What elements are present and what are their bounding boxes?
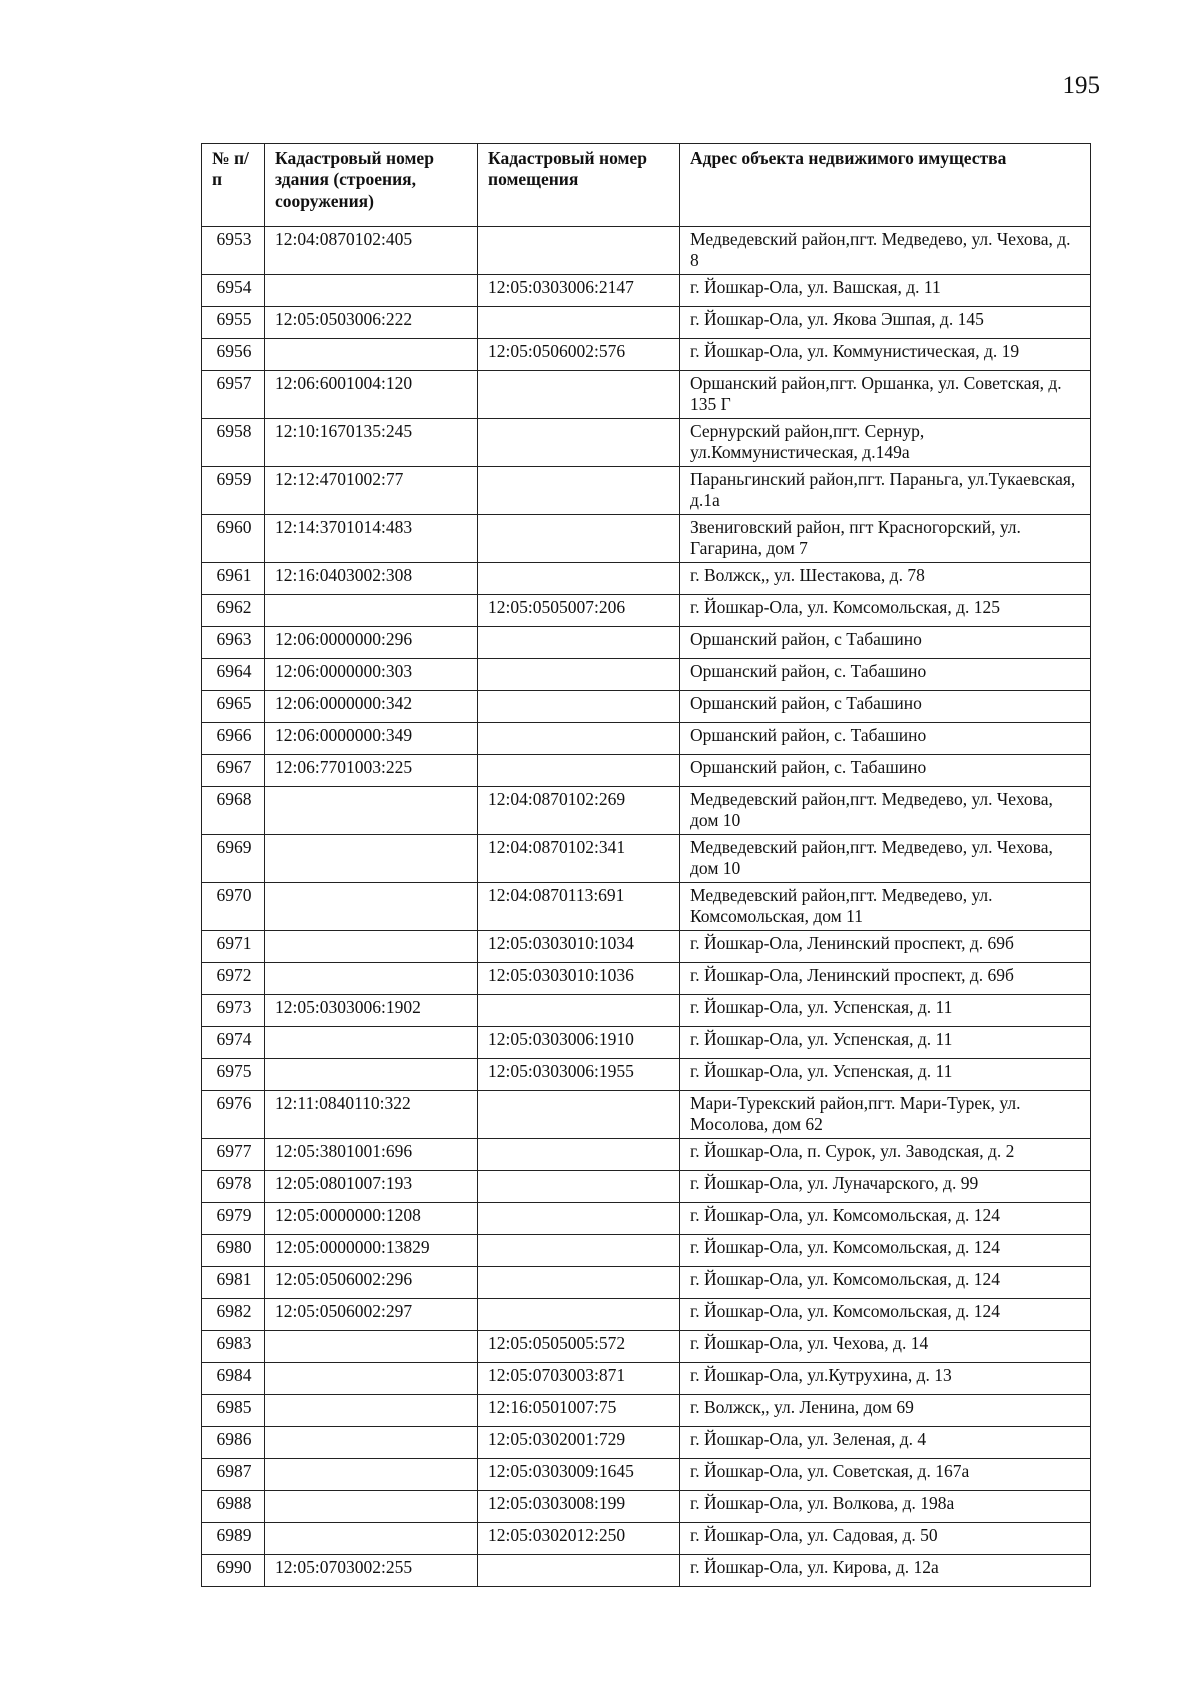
cell-row-number: 6987	[202, 1459, 265, 1491]
cell-building-cadastral-number: 12:05:3801001:696	[265, 1139, 478, 1171]
table-row	[202, 1427, 1091, 1459]
cell-building-cadastral-number	[265, 1363, 478, 1395]
cell-room-cadastral-number	[478, 515, 680, 563]
cell-row-number: 6982	[202, 1299, 265, 1331]
cell-address: г. Йошкар-Ола, ул. Комсомольская, д. 124	[680, 1203, 1091, 1235]
cell-address: Медведевский район,пгт. Медведево, ул. Чехова, д. 8	[680, 227, 1091, 275]
table-row	[202, 227, 1091, 275]
cell-building-cadastral-number: 12:05:0503006:222	[265, 307, 478, 339]
cell-row-number: 6983	[202, 1331, 265, 1363]
cell-row-number: 6974	[202, 1027, 265, 1059]
cell-room-cadastral-number: 12:04:0870102:269	[478, 787, 680, 835]
cell-address: г. Йошкар-Ола, Ленинский проспект, д. 69б	[680, 931, 1091, 963]
header-room-cadastral-number: Кадастровый номер помещения	[478, 144, 680, 227]
cell-building-cadastral-number: 12:05:0506002:297	[265, 1299, 478, 1331]
cell-address: Медведевский район,пгт. Медведево, ул. Чехова, дом 10	[680, 787, 1091, 835]
cell-address: г. Йошкар-Ола, ул. Кирова, д. 12а	[680, 1555, 1091, 1587]
cell-row-number: 6962	[202, 595, 265, 627]
table-row	[202, 1491, 1091, 1523]
cell-row-number: 6979	[202, 1203, 265, 1235]
cell-room-cadastral-number	[478, 1267, 680, 1299]
cell-row-number: 6985	[202, 1395, 265, 1427]
cell-room-cadastral-number	[478, 1555, 680, 1587]
cell-row-number: 6972	[202, 963, 265, 995]
cell-building-cadastral-number	[265, 1427, 478, 1459]
cell-row-number: 6967	[202, 755, 265, 787]
cell-address: Медведевский район,пгт. Медведево, ул. Комсомольская, дом 11	[680, 883, 1091, 931]
cell-room-cadastral-number	[478, 1299, 680, 1331]
property-registry-table	[201, 143, 1091, 1587]
cell-address: Параньгинский район,пгт. Параньга, ул.Тукаевская, д.1а	[680, 467, 1091, 515]
cell-building-cadastral-number	[265, 275, 478, 307]
table-row	[202, 1267, 1091, 1299]
cell-row-number: 6954	[202, 275, 265, 307]
cell-address: г. Волжск,, ул. Шестакова, д. 78	[680, 563, 1091, 595]
table-row	[202, 995, 1091, 1027]
table-row	[202, 1139, 1091, 1171]
table-row	[202, 371, 1091, 419]
cell-row-number: 6973	[202, 995, 265, 1027]
table-row	[202, 1459, 1091, 1491]
cell-building-cadastral-number: 12:05:0303006:1902	[265, 995, 478, 1027]
cell-building-cadastral-number: 12:05:0000000:1208	[265, 1203, 478, 1235]
cell-building-cadastral-number: 12:06:0000000:342	[265, 691, 478, 723]
cell-room-cadastral-number	[478, 227, 680, 275]
cell-address: г. Йошкар-Ола, Ленинский проспект, д. 69б	[680, 963, 1091, 995]
cell-building-cadastral-number	[265, 339, 478, 371]
table-row	[202, 339, 1091, 371]
cell-building-cadastral-number: 12:06:0000000:349	[265, 723, 478, 755]
cell-address: г. Йошкар-Ола, ул. Якова Эшпая, д. 145	[680, 307, 1091, 339]
cell-room-cadastral-number	[478, 691, 680, 723]
table-row	[202, 563, 1091, 595]
cell-address: г. Йошкар-Ола, ул. Успенская, д. 11	[680, 995, 1091, 1027]
cell-row-number: 6981	[202, 1267, 265, 1299]
cell-row-number: 6986	[202, 1427, 265, 1459]
table-row	[202, 275, 1091, 307]
cell-address: Оршанский район, с Табашино	[680, 691, 1091, 723]
cell-building-cadastral-number: 12:06:0000000:303	[265, 659, 478, 691]
cell-room-cadastral-number: 12:04:0870102:341	[478, 835, 680, 883]
cell-address: Оршанский район, с Табашино	[680, 627, 1091, 659]
cell-row-number: 6959	[202, 467, 265, 515]
cell-room-cadastral-number: 12:05:0303006:1910	[478, 1027, 680, 1059]
cell-building-cadastral-number: 12:05:0506002:296	[265, 1267, 478, 1299]
table-row	[202, 1059, 1091, 1091]
cell-address: г. Йошкар-Ола, ул. Советская, д. 167а	[680, 1459, 1091, 1491]
cell-building-cadastral-number: 12:14:3701014:483	[265, 515, 478, 563]
cell-address: г. Йошкар-Ола, ул. Коммунистическая, д. 19	[680, 339, 1091, 371]
table-header	[202, 144, 1091, 227]
table-row	[202, 627, 1091, 659]
cell-address: Оршанский район, с. Табашино	[680, 723, 1091, 755]
cell-row-number: 6953	[202, 227, 265, 275]
cell-room-cadastral-number: 12:05:0506002:576	[478, 339, 680, 371]
cell-row-number: 6958	[202, 419, 265, 467]
table-row	[202, 835, 1091, 883]
cell-building-cadastral-number: 12:04:0870102:405	[265, 227, 478, 275]
cell-address: г. Йошкар-Ола, ул. Садовая, д. 50	[680, 1523, 1091, 1555]
cell-row-number: 6990	[202, 1555, 265, 1587]
cell-row-number: 6977	[202, 1139, 265, 1171]
table-row	[202, 1171, 1091, 1203]
cell-building-cadastral-number	[265, 1027, 478, 1059]
table-row	[202, 787, 1091, 835]
table-row	[202, 691, 1091, 723]
table-row	[202, 883, 1091, 931]
cell-room-cadastral-number: 12:05:0302012:250	[478, 1523, 680, 1555]
cell-row-number: 6965	[202, 691, 265, 723]
cell-address: Оршанский район,пгт. Оршанка, ул. Советская, д. 135 Г	[680, 371, 1091, 419]
cell-row-number: 6976	[202, 1091, 265, 1139]
cell-building-cadastral-number	[265, 1059, 478, 1091]
cell-building-cadastral-number: 12:10:1670135:245	[265, 419, 478, 467]
page-number: 195	[1062, 72, 1100, 99]
cell-row-number: 6964	[202, 659, 265, 691]
table-row	[202, 1027, 1091, 1059]
cell-address: г. Йошкар-Ола, ул. Успенская, д. 11	[680, 1027, 1091, 1059]
cell-room-cadastral-number: 12:05:0303006:2147	[478, 275, 680, 307]
table-row	[202, 963, 1091, 995]
cell-row-number: 6963	[202, 627, 265, 659]
cell-room-cadastral-number	[478, 419, 680, 467]
cell-address: Мари-Турекский район,пгт. Мари-Турек, ул. Мосолова, дом 62	[680, 1091, 1091, 1139]
cell-row-number: 6989	[202, 1523, 265, 1555]
header-row	[202, 144, 1091, 227]
table-row	[202, 1555, 1091, 1587]
cell-address: г. Йошкар-Ола, ул. Зеленая, д. 4	[680, 1427, 1091, 1459]
cell-address: г. Йошкар-Ола, ул. Успенская, д. 11	[680, 1059, 1091, 1091]
cell-room-cadastral-number	[478, 467, 680, 515]
cell-building-cadastral-number	[265, 963, 478, 995]
cell-row-number: 6968	[202, 787, 265, 835]
table-row	[202, 1331, 1091, 1363]
cell-address: Сернурский район,пгт. Сернур, ул.Коммунистическая, д.149а	[680, 419, 1091, 467]
table-row	[202, 419, 1091, 467]
cell-room-cadastral-number: 12:05:0703003:871	[478, 1363, 680, 1395]
table-row	[202, 723, 1091, 755]
cell-room-cadastral-number	[478, 307, 680, 339]
cell-address: г. Йошкар-Ола, ул. Волкова, д. 198а	[680, 1491, 1091, 1523]
table-row	[202, 1203, 1091, 1235]
cell-room-cadastral-number	[478, 1171, 680, 1203]
cell-row-number: 6960	[202, 515, 265, 563]
cell-address: Оршанский район, с. Табашино	[680, 755, 1091, 787]
cell-room-cadastral-number	[478, 659, 680, 691]
table-row	[202, 1235, 1091, 1267]
table-row	[202, 755, 1091, 787]
cell-row-number: 6955	[202, 307, 265, 339]
cell-room-cadastral-number: 12:05:0303010:1036	[478, 963, 680, 995]
table-row	[202, 1395, 1091, 1427]
table-row	[202, 307, 1091, 339]
cell-building-cadastral-number	[265, 1395, 478, 1427]
cell-address: г. Йошкар-Ола, ул. Комсомольская, д. 124	[680, 1267, 1091, 1299]
cell-room-cadastral-number	[478, 563, 680, 595]
cell-building-cadastral-number: 12:05:0000000:13829	[265, 1235, 478, 1267]
cell-room-cadastral-number	[478, 371, 680, 419]
cell-row-number: 6966	[202, 723, 265, 755]
cell-building-cadastral-number	[265, 835, 478, 883]
table-row	[202, 467, 1091, 515]
header-address: Адрес объекта недвижимого имущества	[680, 144, 1091, 227]
cell-room-cadastral-number	[478, 755, 680, 787]
table-row	[202, 515, 1091, 563]
header-building-cadastral-number: Кадастровый номер здания (строения, сооружения)	[265, 144, 478, 227]
cell-building-cadastral-number: 12:06:6001004:120	[265, 371, 478, 419]
cell-building-cadastral-number	[265, 883, 478, 931]
cell-room-cadastral-number	[478, 723, 680, 755]
cell-row-number: 6980	[202, 1235, 265, 1267]
cell-address: г. Йошкар-Ола, ул. Комсомольская, д. 124	[680, 1299, 1091, 1331]
cell-building-cadastral-number: 12:06:0000000:296	[265, 627, 478, 659]
cell-building-cadastral-number	[265, 787, 478, 835]
cell-address: г. Йошкар-Ола, ул. Комсомольская, д. 124	[680, 1235, 1091, 1267]
table-row	[202, 1091, 1091, 1139]
table-row	[202, 1363, 1091, 1395]
cell-address: г. Йошкар-Ола, ул.Кутрухина, д. 13	[680, 1363, 1091, 1395]
cell-address: г. Йошкар-Ола, п. Сурок, ул. Заводская, д. 2	[680, 1139, 1091, 1171]
cell-address: г. Йошкар-Ола, ул. Комсомольская, д. 125	[680, 595, 1091, 627]
cell-room-cadastral-number: 12:04:0870113:691	[478, 883, 680, 931]
table-body	[202, 227, 1091, 1587]
cell-address: г. Волжск,, ул. Ленина, дом 69	[680, 1395, 1091, 1427]
cell-row-number: 6975	[202, 1059, 265, 1091]
cell-address: г. Йошкар-Ола, ул. Чехова, д. 14	[680, 1331, 1091, 1363]
cell-building-cadastral-number: 12:16:0403002:308	[265, 563, 478, 595]
table-row	[202, 659, 1091, 691]
header-row-number: № п/п	[202, 144, 265, 227]
cell-room-cadastral-number: 12:05:0303009:1645	[478, 1459, 680, 1491]
cell-row-number: 6970	[202, 883, 265, 931]
cell-room-cadastral-number	[478, 1139, 680, 1171]
cell-room-cadastral-number: 12:05:0505005:572	[478, 1331, 680, 1363]
cell-room-cadastral-number: 12:05:0505007:206	[478, 595, 680, 627]
cell-address: Оршанский район, с. Табашино	[680, 659, 1091, 691]
cell-room-cadastral-number	[478, 1235, 680, 1267]
cell-room-cadastral-number	[478, 627, 680, 659]
cell-row-number: 6978	[202, 1171, 265, 1203]
cell-building-cadastral-number	[265, 931, 478, 963]
cell-row-number: 6988	[202, 1491, 265, 1523]
cell-room-cadastral-number: 12:16:0501007:75	[478, 1395, 680, 1427]
cell-room-cadastral-number: 12:05:0302001:729	[478, 1427, 680, 1459]
cell-room-cadastral-number: 12:05:0303010:1034	[478, 931, 680, 963]
cell-address: г. Йошкар-Ола, ул. Вашская, д. 11	[680, 275, 1091, 307]
cell-building-cadastral-number	[265, 595, 478, 627]
cell-building-cadastral-number	[265, 1523, 478, 1555]
cell-address: г. Йошкар-Ола, ул. Луначарского, д. 99	[680, 1171, 1091, 1203]
cell-building-cadastral-number: 12:05:0801007:193	[265, 1171, 478, 1203]
cell-room-cadastral-number	[478, 1091, 680, 1139]
cell-building-cadastral-number	[265, 1459, 478, 1491]
table-row	[202, 1523, 1091, 1555]
cell-row-number: 6957	[202, 371, 265, 419]
cell-building-cadastral-number: 12:11:0840110:322	[265, 1091, 478, 1139]
cell-room-cadastral-number: 12:05:0303006:1955	[478, 1059, 680, 1091]
cell-room-cadastral-number	[478, 995, 680, 1027]
cell-row-number: 6961	[202, 563, 265, 595]
cell-row-number: 6969	[202, 835, 265, 883]
cell-building-cadastral-number: 12:12:4701002:77	[265, 467, 478, 515]
table-row	[202, 931, 1091, 963]
table-row	[202, 595, 1091, 627]
cell-address: Звениговский район, пгт Красногорский, ул. Гагарина, дом 7	[680, 515, 1091, 563]
table-row	[202, 1299, 1091, 1331]
cell-row-number: 6971	[202, 931, 265, 963]
cell-building-cadastral-number	[265, 1491, 478, 1523]
cell-room-cadastral-number	[478, 1203, 680, 1235]
cell-building-cadastral-number	[265, 1331, 478, 1363]
cell-row-number: 6984	[202, 1363, 265, 1395]
cell-building-cadastral-number: 12:05:0703002:255	[265, 1555, 478, 1587]
cell-building-cadastral-number: 12:06:7701003:225	[265, 755, 478, 787]
cell-address: Медведевский район,пгт. Медведево, ул. Чехова, дом 10	[680, 835, 1091, 883]
cell-room-cadastral-number: 12:05:0303008:199	[478, 1491, 680, 1523]
cell-row-number: 6956	[202, 339, 265, 371]
